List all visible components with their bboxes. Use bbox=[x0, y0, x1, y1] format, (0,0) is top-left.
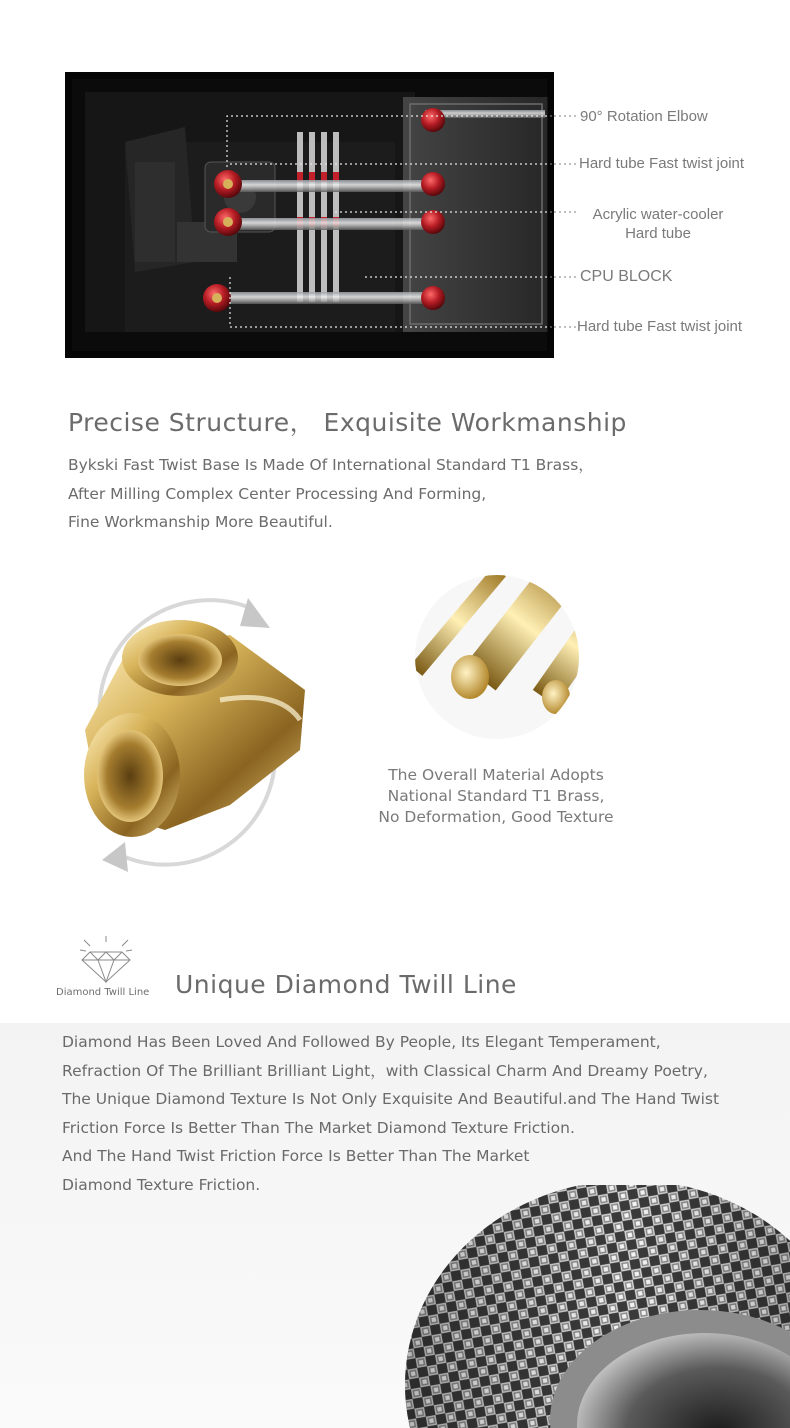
callout-cpu-block: CPU BLOCK bbox=[580, 268, 673, 285]
structure-line: After Milling Complex Center Processing And Forming, bbox=[68, 484, 487, 503]
section-title-diamond: Unique Diamond Twill Line bbox=[175, 970, 517, 999]
diamond-line: Friction Force Is Better Than The Market Diamond Texture Friction. bbox=[62, 1118, 575, 1137]
brass-tee-fitting-image bbox=[70, 580, 320, 890]
diamond-icon-label: Diamond Twill Line bbox=[56, 987, 150, 998]
structure-line: Fine Workmanship More Beautiful. bbox=[68, 513, 333, 531]
callout-acrylic-tube bbox=[572, 205, 744, 243]
knurled-fitting-image bbox=[400, 1185, 790, 1428]
diamond-line: Refraction Of The Brilliant Brilliant Light，with Classical Charm And Dreamy Poetry, bbox=[62, 1061, 708, 1080]
callout-joint-bottom: Hard tube Fast twist joint bbox=[577, 318, 743, 335]
brass-caption bbox=[348, 765, 644, 828]
callout-acrylic-line1: Acrylic water-cooler bbox=[592, 206, 724, 223]
brass-caption-line: No Deformation, Good Texture bbox=[378, 808, 614, 826]
diamond-line: And The Hand Twist Friction Force Is Better Than The Market bbox=[62, 1147, 530, 1166]
brass-caption-line: National Standard T1 Brass, bbox=[387, 787, 605, 805]
callout-elbow: 90° Rotation Elbow bbox=[580, 108, 708, 125]
diamond-line: Diamond Texture Friction. bbox=[62, 1175, 261, 1194]
diamond-paragraph bbox=[62, 1028, 719, 1200]
section-title-structure: Precise Structure， Exquisite Workmanship bbox=[68, 408, 627, 437]
brass-caption-line: The Overall Material Adopts bbox=[388, 766, 604, 784]
callout-joint-top: Hard tube Fast twist joint bbox=[579, 155, 745, 172]
callout-acrylic-line2: Hard tube bbox=[625, 225, 691, 242]
structure-line: Bykski Fast Twist Base Is Made Of International Standard T1 Brass， bbox=[68, 456, 594, 474]
diamond-line: Diamond Has Been Loved And Followed By People, Its Elegant Temperament, bbox=[62, 1033, 661, 1051]
structure-paragraph bbox=[68, 451, 594, 537]
diamond-line: The Unique Diamond Texture Is Not Only Exquisite And Beautiful.and The Hand Twist bbox=[62, 1090, 720, 1109]
pc-case-illustration bbox=[65, 72, 554, 358]
pc-watercooling-photo bbox=[65, 72, 554, 358]
diamond-icon bbox=[76, 936, 136, 984]
brass-rods-image bbox=[413, 573, 581, 741]
